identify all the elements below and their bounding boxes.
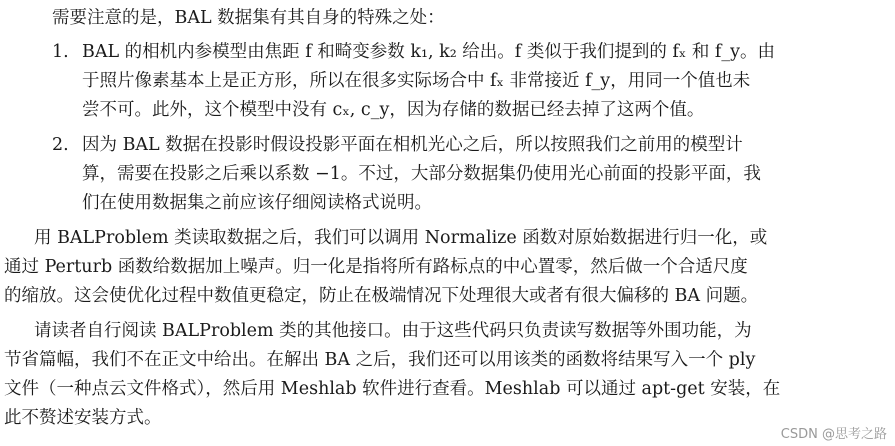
para2-line1: 请读者自行阅读 BALProblem 类的其他接口。由于这些代码只负责读写数据等外围功能，为 [34, 321, 752, 341]
para1-line3: 的缩放。这会使优化过程中数值更稳定，防止在极端情况下处理很大或者有很大偏移的 BA 问题。 [4, 286, 759, 306]
item2-line1: 因为 BAL 数据在投影时假设投影平面在相机光心之后，所以按照我们之前用的模型计 [82, 135, 743, 155]
para2-line3: 文件（一种点云文件格式），然后用 Meshlab 软件进行查看。Meshlab 可以通过 apt-get 安装，在 [4, 379, 781, 399]
item-number: 2. [52, 135, 69, 155]
para1-line2: 通过 Perturb 函数给数据加上噪声。归一化是指将所有路标点的中心置零，然后做一个合适尺度 [4, 257, 748, 277]
para2-line4: 此不赘述安装方式。 [4, 408, 162, 428]
intro-line: 需要注意的是，BAL 数据集有其自身的特殊之处： [52, 8, 445, 28]
item1-line1: BAL 的相机内参模型由焦距 f 和畸变参数 k₁, k₂ 给出。f 类似于我们提到的 fₓ 和 f_y。由 [82, 42, 776, 62]
item1-line2: 于照片像素基本上是正方形，所以在很多实际场合中 fₓ 非常接近 f_y，用同一个值也未 [82, 71, 751, 91]
item1-line3: 尝不可。此外，这个模型中没有 cₓ, c_y，因为存储的数据已经去掉了这两个值。 [82, 100, 705, 120]
item-number: 1. [52, 42, 69, 62]
para2-line2: 节省篇幅，我们不在正文中给出。在解出 BA 之后，我们还可以用该类的函数将结果写入一个 ply [4, 350, 756, 370]
item2-line2: 算，需要在投影之后乘以系数 −1。不过，大部分数据集仍使用光心前面的投影平面，我 [82, 164, 761, 184]
item2-line3: 们在使用数据集之前应该仔细阅读格式说明。 [82, 193, 432, 213]
para1-line1: 用 BALProblem 类读取数据之后，我们可以调用 Normalize 函数对原始数据进行归一化，或 [34, 228, 768, 248]
csdn-watermark: CSDN @思考之路 [780, 427, 887, 442]
